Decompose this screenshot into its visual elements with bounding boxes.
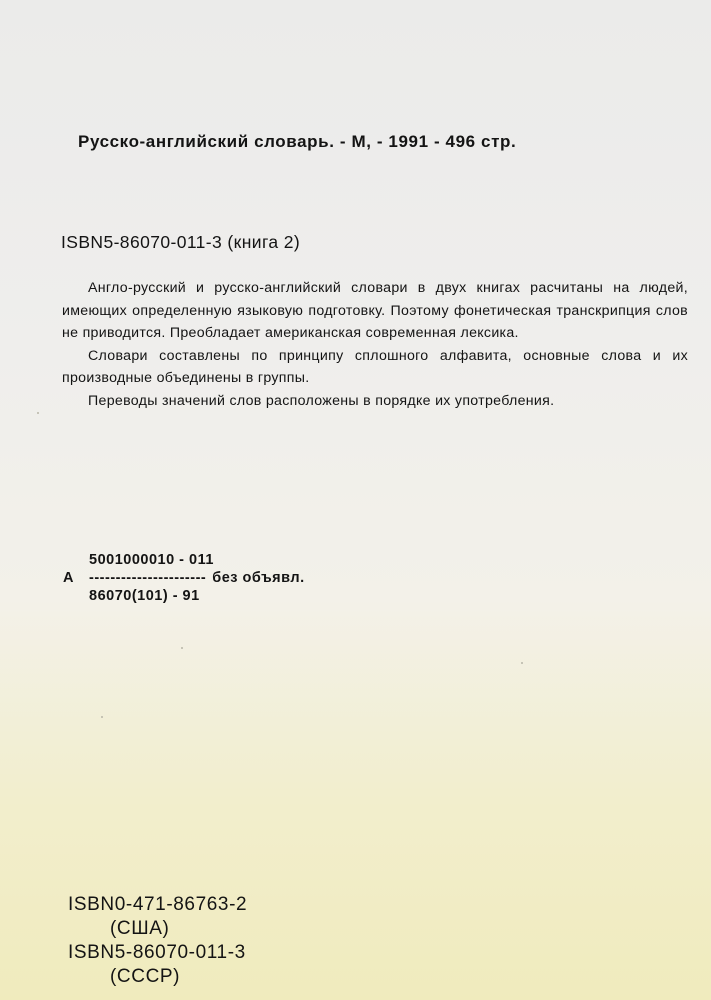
code-bottom: 86070(101) - 91 xyxy=(89,588,200,604)
country-usa: (США) xyxy=(110,918,170,939)
bibliographic-line xyxy=(78,132,678,152)
annotation-paragraph: Переводы значений слов расположены в порядке их употребления. xyxy=(88,392,555,409)
paper-speck xyxy=(521,662,523,664)
isbn-ussr: ISBN5-86070-011-3 xyxy=(68,942,246,963)
paper-speck xyxy=(101,716,103,718)
annotation-paragraph: Англо-русский и русско-английский словари в двух книгах расчитаны на людей, имеющих определенную языковую подготовку. Поэтому фонетическая транскрипция слов не приводится. Преобладает американская современная лексика. xyxy=(62,280,688,341)
isbn-main: ISBN5-86070-011-3 (книга 2) xyxy=(61,232,301,252)
code-note: без объявл. xyxy=(212,570,305,586)
annotation xyxy=(62,277,688,412)
code-middle-row xyxy=(63,569,305,587)
code-letter: А xyxy=(63,570,74,586)
isbn-usa: ISBN0-471-86763-2 xyxy=(68,894,248,915)
annotation-paragraph: Словари составлены по принципу сплошного алфавита, основные слова и их производные объединены в группы. xyxy=(62,347,688,386)
paper-speck xyxy=(181,647,183,649)
code-top: 5001000010 - 011 xyxy=(89,552,214,568)
country-ussr: (СССР) xyxy=(110,966,181,987)
paper-speck xyxy=(37,412,39,414)
code-dashes: ---------------------- xyxy=(89,570,207,586)
publisher-code-block xyxy=(63,551,305,605)
book-title: Русско-английский словарь. xyxy=(78,132,335,151)
bottom-isbn-block xyxy=(68,893,247,989)
publication-details: - М, - 1991 - 496 стр. xyxy=(334,132,517,151)
